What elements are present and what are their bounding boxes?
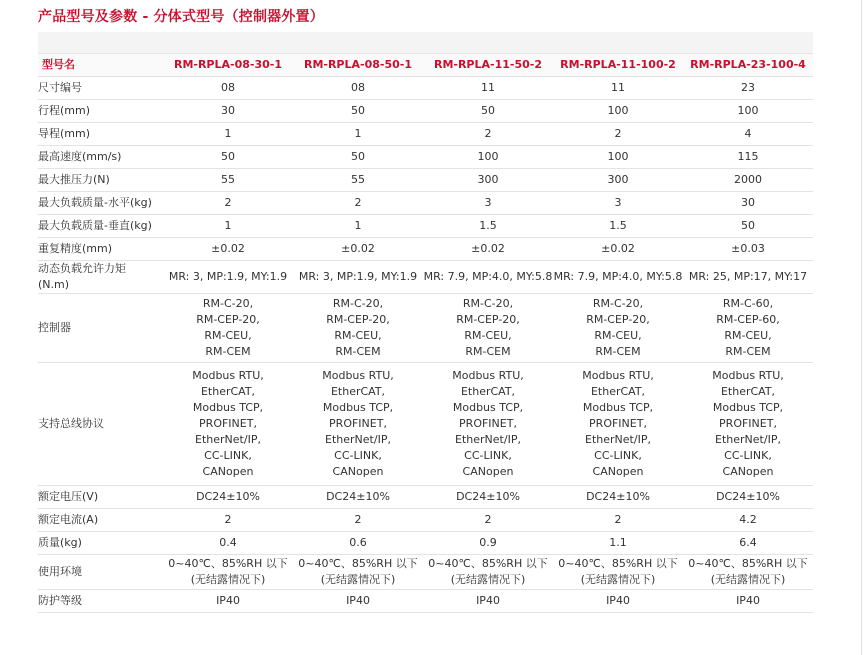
table-row: [38, 192, 813, 215]
table-row: [38, 261, 813, 294]
table-cell: MR: 3, MP:1.9, MY:1.9: [163, 261, 293, 294]
row-label: 质量(kg): [38, 532, 163, 555]
table-cell: 2: [423, 509, 553, 532]
table-cell: 55: [163, 169, 293, 192]
table-cell: RM-C-20, RM-CEP-20, RM-CEU, RM-CEM: [423, 294, 553, 363]
table-cell: 2: [293, 509, 423, 532]
table-cell: 115: [683, 146, 813, 169]
table-row: [38, 509, 813, 532]
table-cell: 11: [553, 77, 683, 100]
table-row: [38, 123, 813, 146]
table-cell: 0~40℃、85%RH 以下 (无结露情况下): [163, 555, 293, 590]
model-name: RM-RPLA-23-100-4: [683, 54, 813, 77]
table-cell: 0.4: [163, 532, 293, 555]
row-label: 最大负载质量-水平(kg): [38, 192, 163, 215]
table-cell: DC24±10%: [683, 486, 813, 509]
table-cell: 50: [293, 146, 423, 169]
row-label: 尺寸编号: [38, 77, 163, 100]
model-name: RM-RPLA-11-50-2: [423, 54, 553, 77]
table-cell: 50: [423, 100, 553, 123]
table-cell: 1: [163, 215, 293, 238]
table-cell: 2: [163, 192, 293, 215]
table-cell: 30: [683, 192, 813, 215]
table-cell: MR: 7.9, MP:4.0, MY:5.8: [553, 261, 683, 294]
row-label: 动态负载允许力矩 (N.m): [38, 261, 163, 294]
table-row: [38, 590, 813, 613]
table-cell: 100: [683, 100, 813, 123]
table-cell: 23: [683, 77, 813, 100]
table-header-row: [38, 54, 813, 77]
table-cell: RM-C-20, RM-CEP-20, RM-CEU, RM-CEM: [163, 294, 293, 363]
table-row: [38, 294, 813, 363]
table-top-bar: [38, 32, 813, 54]
row-label: 最大推压力(N): [38, 169, 163, 192]
table-cell: 100: [553, 146, 683, 169]
table-cell: 55: [293, 169, 423, 192]
table-cell: Modbus RTU, EtherCAT, Modbus TCP, PROFINET, EtherNet/IP, CC-LINK, CANopen: [553, 363, 683, 486]
table-cell: 0~40℃、85%RH 以下 (无结露情况下): [423, 555, 553, 590]
table-cell: Modbus RTU, EtherCAT, Modbus TCP, PROFINET, EtherNet/IP, CC-LINK, CANopen: [423, 363, 553, 486]
table-row: [38, 100, 813, 123]
row-label: 使用环境: [38, 555, 163, 590]
table-cell: 100: [423, 146, 553, 169]
table-cell: 1: [163, 123, 293, 146]
table-cell: ±0.02: [553, 238, 683, 261]
table-cell: 08: [293, 77, 423, 100]
table-cell: 100: [553, 100, 683, 123]
table-cell: RM-C-20, RM-CEP-20, RM-CEU, RM-CEM: [553, 294, 683, 363]
table-row: [38, 77, 813, 100]
row-label: 防护等级: [38, 590, 163, 613]
table-cell: RM-C-60, RM-CEP-60, RM-CEU, RM-CEM: [683, 294, 813, 363]
table-cell: DC24±10%: [293, 486, 423, 509]
table-cell: 4.2: [683, 509, 813, 532]
table-cell: Modbus RTU, EtherCAT, Modbus TCP, PROFINET, EtherNet/IP, CC-LINK, CANopen: [683, 363, 813, 486]
table-row: [38, 169, 813, 192]
table-cell: Modbus RTU, EtherCAT, Modbus TCP, PROFINET, EtherNet/IP, CC-LINK, CANopen: [163, 363, 293, 486]
header-label: 型号名: [38, 54, 163, 77]
table-cell: DC24±10%: [423, 486, 553, 509]
table-cell: 50: [293, 100, 423, 123]
table-cell: 300: [423, 169, 553, 192]
table-cell: ±0.02: [293, 238, 423, 261]
row-label: 控制器: [38, 294, 163, 363]
table-cell: MR: 25, MP:17, MY:17: [683, 261, 813, 294]
table-cell: 2: [163, 509, 293, 532]
table-cell: IP40: [553, 590, 683, 613]
table-cell: 11: [423, 77, 553, 100]
table-cell: ±0.02: [423, 238, 553, 261]
table-cell: 30: [163, 100, 293, 123]
table-row: [38, 146, 813, 169]
table-cell: MR: 3, MP:1.9, MY:1.9: [293, 261, 423, 294]
table-cell: 0.9: [423, 532, 553, 555]
table-cell: 08: [163, 77, 293, 100]
row-label: 行程(mm): [38, 100, 163, 123]
table-cell: Modbus RTU, EtherCAT, Modbus TCP, PROFINET, EtherNet/IP, CC-LINK, CANopen: [293, 363, 423, 486]
model-name: RM-RPLA-08-30-1: [163, 54, 293, 77]
row-label: 最高速度(mm/s): [38, 146, 163, 169]
table-cell: 0~40℃、85%RH 以下 (无结露情况下): [553, 555, 683, 590]
row-label: 支持总线协议: [38, 363, 163, 486]
row-label: 重复精度(mm): [38, 238, 163, 261]
table-row: [38, 363, 813, 486]
table-cell: RM-C-20, RM-CEP-20, RM-CEU, RM-CEM: [293, 294, 423, 363]
table-cell: 0~40℃、85%RH 以下 (无结露情况下): [293, 555, 423, 590]
table-cell: 2: [293, 192, 423, 215]
table-cell: ±0.03: [683, 238, 813, 261]
table-cell: 1: [293, 123, 423, 146]
spec-table: [38, 32, 813, 613]
table-cell: 50: [163, 146, 293, 169]
row-label: 额定电压(V): [38, 486, 163, 509]
table-cell: DC24±10%: [163, 486, 293, 509]
table-cell: 1.5: [423, 215, 553, 238]
table-cell: 1: [293, 215, 423, 238]
row-label: 导程(mm): [38, 123, 163, 146]
table-row: [38, 555, 813, 590]
table-cell: 50: [683, 215, 813, 238]
table-cell: 0.6: [293, 532, 423, 555]
table-cell: DC24±10%: [553, 486, 683, 509]
table-cell: IP40: [163, 590, 293, 613]
table-cell: IP40: [423, 590, 553, 613]
model-name: RM-RPLA-08-50-1: [293, 54, 423, 77]
table-cell: ±0.02: [163, 238, 293, 261]
table-cell: 2000: [683, 169, 813, 192]
row-label: 额定电流(A): [38, 509, 163, 532]
table-cell: IP40: [683, 590, 813, 613]
table-cell: MR: 7.9, MP:4.0, MY:5.8: [423, 261, 553, 294]
table-row: [38, 486, 813, 509]
table-cell: 6.4: [683, 532, 813, 555]
table-cell: 1.5: [553, 215, 683, 238]
table-cell: 2: [553, 509, 683, 532]
table-cell: 2: [423, 123, 553, 146]
table-cell: 0~40℃、85%RH 以下 (无结露情况下): [683, 555, 813, 590]
table-cell: 2: [553, 123, 683, 146]
model-name: RM-RPLA-11-100-2: [553, 54, 683, 77]
table-cell: 4: [683, 123, 813, 146]
row-label: 最大负载质量-垂直(kg): [38, 215, 163, 238]
table-cell: IP40: [293, 590, 423, 613]
page-title: 产品型号及参数 - 分体式型号（控制器外置）: [38, 9, 324, 25]
table-cell: 1.1: [553, 532, 683, 555]
table-row: [38, 238, 813, 261]
table-row: [38, 532, 813, 555]
page-right-border: [861, 0, 862, 655]
table-row: [38, 215, 813, 238]
table-cell: 300: [553, 169, 683, 192]
table-cell: 3: [423, 192, 553, 215]
table-cell: 3: [553, 192, 683, 215]
